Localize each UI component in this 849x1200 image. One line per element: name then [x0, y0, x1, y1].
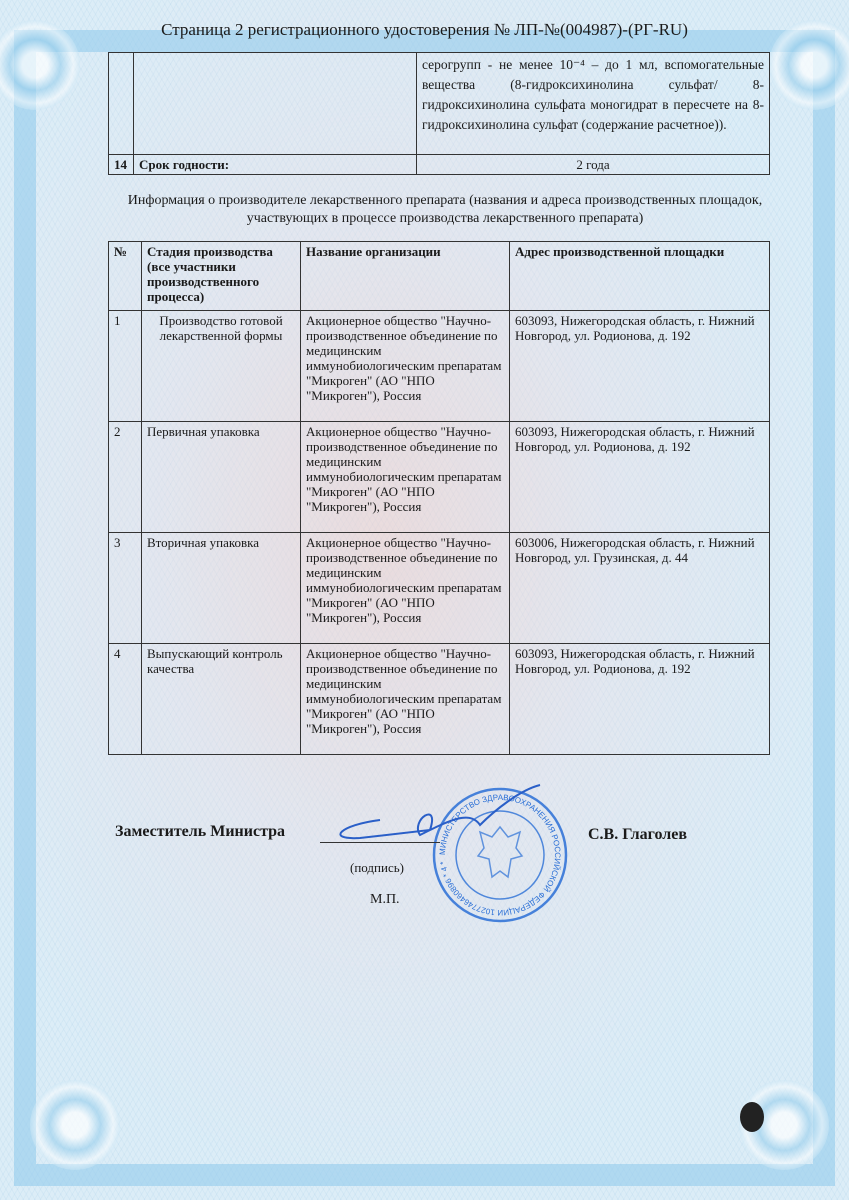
column-header: Название организации: [301, 242, 510, 311]
row-number: 4: [109, 644, 142, 755]
production-stage: Производство готовой лекарственной формы: [142, 311, 301, 422]
organization-name: Акционерное общество "Научно-производственное объединение по медицинским иммунобиологическим препаратам "Микроген" (АО "НПО "Микроген"), Россия: [301, 311, 510, 422]
signatory-name: С.В. Глаголев: [588, 826, 687, 843]
organization-name: Акционерное общество "Научно-производственное объединение по медицинским иммунобиологическим препаратам "Микроген" (АО "НПО "Микроген"), Россия: [301, 644, 510, 755]
site-address: 603093, Нижегородская область, г. Нижний Новгород, ул. Родионова, д. 192: [510, 311, 770, 422]
stamp-caption: М.П.: [370, 892, 400, 907]
table-header-row: [109, 242, 770, 311]
manufacturer-info-heading: Информация о производителе лекарственного препарата (названия и адреса производственных площадок, участвующих в процессе производства лекарственного препарата): [127, 193, 763, 226]
signatory-position: Заместитель Министра: [115, 823, 286, 840]
row-number: 3: [109, 533, 142, 644]
site-address: 603093, Нижегородская область, г. Нижний Новгород, ул. Родионова, д. 192: [510, 644, 770, 755]
production-stage: Первичная упаковка: [142, 422, 301, 533]
signature-caption: (подпись): [350, 860, 404, 875]
row-number: 1: [109, 311, 142, 422]
column-header: Стадия производства (все участники производственного процесса): [142, 242, 301, 311]
table-row: [109, 155, 770, 175]
composition-text: серогрупп - не менее 10⁻⁴ – до 1 мл, вспомогательные вещества (8-гидроксихинолина сульфат/ 8-гидроксихинолина сульфата моногидрат в пересчете на 8-гидроксихинолина сульфат (содержание расчетное)).: [417, 53, 770, 155]
table-row: [109, 422, 770, 533]
site-address: 603093, Нижегородская область, г. Нижний Новгород, ул. Родионова, д. 192: [510, 422, 770, 533]
signature-scribble: [320, 780, 550, 860]
page-title: Страница 2 регистрационного удостоверения № ЛП-№(004987)-(РГ-RU): [161, 20, 688, 39]
registration-table-continued: [108, 52, 770, 175]
production-stage: Вторичная упаковка: [142, 533, 301, 644]
ink-blot: [740, 1102, 764, 1132]
table-row: [109, 53, 770, 155]
stamp-text: МИНИСТЕРСТВО ЗДРАВООХРАНЕНИЯ РОССИЙСКОЙ ФЕДЕРАЦИИ 1027746460896 * 4 *: [437, 792, 563, 918]
column-header: Адрес производственной площадки: [510, 242, 770, 311]
row-label: Срок годности:: [134, 155, 417, 175]
production-stage: Выпускающий контроль качества: [142, 644, 301, 755]
table-row: [109, 533, 770, 644]
organization-name: Акционерное общество "Научно-производственное объединение по медицинским иммунобиологическим препаратам "Микроген" (АО "НПО "Микроген"), Россия: [301, 533, 510, 644]
row-number: 2: [109, 422, 142, 533]
manufacturers-table: [108, 241, 770, 755]
row-number: 14: [109, 155, 134, 175]
column-header: №: [109, 242, 142, 311]
table-row: [109, 311, 770, 422]
signature-line: [320, 842, 440, 843]
site-address: 603006, Нижегородская область, г. Нижний Новгород, ул. Грузинская, д. 44: [510, 533, 770, 644]
shelf-life-value: 2 года: [417, 155, 770, 175]
table-row: [109, 644, 770, 755]
organization-name: Акционерное общество "Научно-производственное объединение по медицинским иммунобиологическим препаратам "Микроген" (АО "НПО "Микроген"), Россия: [301, 422, 510, 533]
rosette-decoration: [30, 1080, 120, 1170]
